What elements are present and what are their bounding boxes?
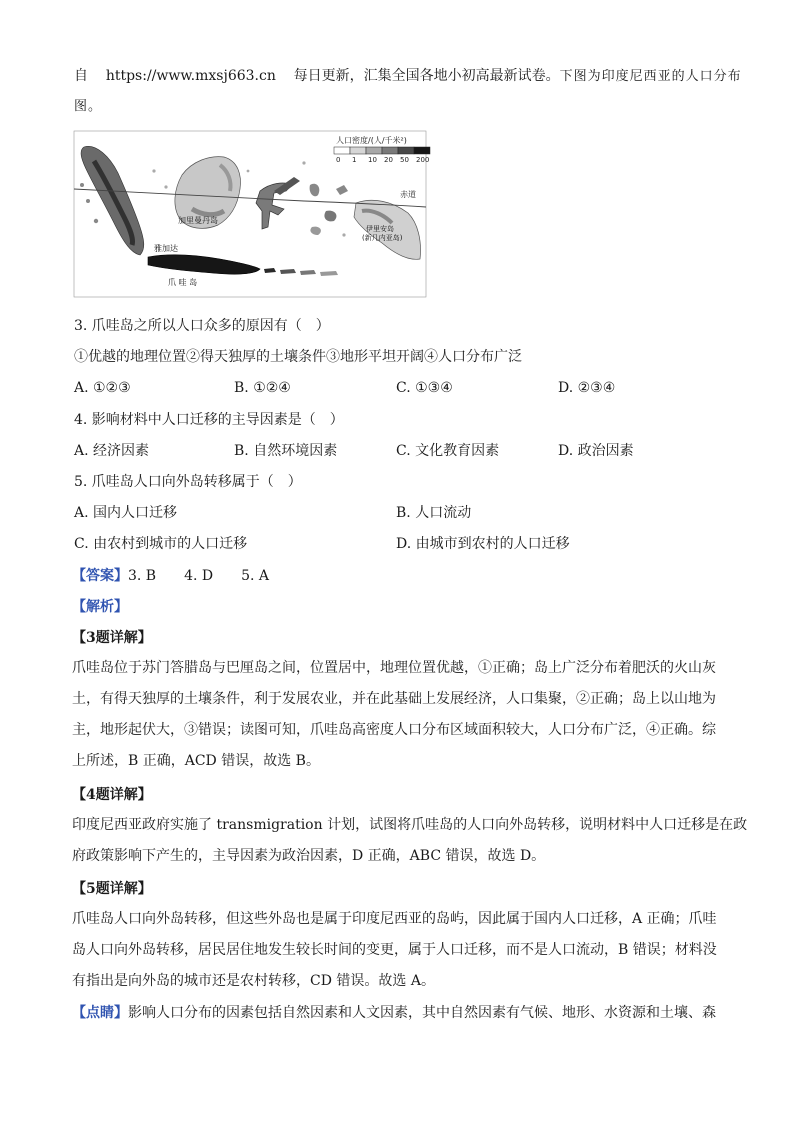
header-line bbox=[74, 66, 742, 87]
q5-stem: 5. 爪哇岛人口向外岛转移属于（ ） bbox=[74, 474, 302, 490]
q5-option-a[interactable]: A. 国内人口迁移 bbox=[74, 505, 178, 521]
tip-tag: 【点睛】 bbox=[72, 1005, 128, 1021]
detail-5-title: 【5题详解】 bbox=[72, 881, 152, 897]
q4-option-c[interactable]: C. 文化教育因素 bbox=[396, 443, 500, 459]
legend-swatch bbox=[382, 147, 398, 154]
detail-5-line: 爪哇岛人口向外岛转移，但这些外岛也是属于印度尼西亚的岛屿，因此属于国内人口迁移，A 正确；爪哇 bbox=[72, 911, 717, 927]
q3-option-c[interactable]: C. ①③④ bbox=[396, 380, 453, 396]
q3-statements: ①优越的地理位置②得天独厚的土壤条件③地形平坦开阔④人口分布广泛 bbox=[74, 349, 522, 365]
analysis-tag: 【解析】 bbox=[72, 599, 128, 615]
papua-label-2: (新几内亚岛) bbox=[362, 234, 403, 242]
detail-3-line: 土，有得天独厚的土壤条件，利于发展农业，并在此基础上发展经济，人口集聚，②正确；岛上以山地为 bbox=[72, 691, 716, 707]
q4-stem: 4. 影响材料中人口迁移的主导因素是（ ） bbox=[74, 412, 344, 428]
detail-3-title: 【3题详解】 bbox=[72, 630, 152, 646]
detail-5-body bbox=[72, 904, 724, 997]
detail-5-line: 有指出是向外岛的城市还是农村转移，CD 错误。故选 A。 bbox=[72, 973, 435, 989]
q5-option-d[interactable]: D. 由城市到农村的人口迁移 bbox=[396, 536, 570, 552]
intro-text-end: 图。 bbox=[74, 99, 103, 114]
detail-3-body bbox=[72, 653, 724, 777]
q3-option-d[interactable]: D. ②③④ bbox=[558, 380, 616, 396]
population-density-map bbox=[74, 131, 430, 297]
detail-4-line: 印度尼西亚政府实施了 transmigration 计划，试图将爪哇岛的人口向外岛转移，说明材料中人口迁移是在政 bbox=[72, 817, 748, 833]
papua-label-1: 伊里安岛 bbox=[366, 225, 394, 233]
q4-option-d[interactable]: D. 政治因素 bbox=[558, 443, 634, 459]
intro-text: 下图为印度尼西亚的人口分布 bbox=[559, 69, 742, 84]
tip-text: 影响人口分布的因素包括自然因素和人文因素，其中自然因素有气候、地形、水资源和土壤、森 bbox=[128, 1005, 716, 1021]
legend-tick: 10 bbox=[368, 156, 377, 164]
legend-tick: 0 bbox=[336, 156, 341, 164]
q3-stem: 3. 爪哇岛之所以人口众多的原因有（ ） bbox=[74, 318, 330, 334]
detail-4-line: 府政策影响下产生的，主导因素为政治因素，D 正确，ABC 错误，故选 D。 bbox=[72, 848, 546, 864]
q3-option-b[interactable]: B. ①②④ bbox=[234, 380, 291, 396]
answer-line bbox=[72, 566, 269, 586]
legend-swatch bbox=[414, 147, 430, 154]
detail-3-line: 上所述，B 正确，ACD 错误，故选 B。 bbox=[72, 753, 320, 769]
kalimantan-label: 加里曼丹岛 bbox=[178, 216, 218, 225]
q5-option-c[interactable]: C. 由农村到城市的人口迁移 bbox=[74, 536, 248, 552]
analysis-heading bbox=[72, 597, 128, 617]
header-url[interactable]: https://www.mxsj663.cn bbox=[105, 68, 276, 84]
q5-option-b[interactable]: B. 人口流动 bbox=[396, 505, 472, 521]
header-slogan: 每日更新，汇集全国各地小初高最新试卷。 bbox=[293, 68, 560, 84]
q4-option-a[interactable]: A. 经济因素 bbox=[74, 443, 150, 459]
detail-3-line: 主，地形起伏大，③错误；读图可知，爪哇岛高密度人口分布区域面积较大，人口分布广泛，④正确。综 bbox=[72, 722, 716, 738]
q4-option-b[interactable]: B. 自然环境因素 bbox=[234, 443, 338, 459]
legend-swatch bbox=[398, 147, 414, 154]
detail-4-title: 【4题详解】 bbox=[72, 787, 152, 803]
legend-tick: 20 bbox=[384, 156, 393, 164]
detail-4-body bbox=[72, 810, 748, 872]
legend-swatch bbox=[350, 147, 366, 154]
legend-tick: 1 bbox=[352, 156, 357, 164]
equator-label: 赤道 bbox=[400, 190, 416, 199]
header-prefix: 自 bbox=[74, 68, 88, 84]
tip-line bbox=[72, 1003, 716, 1023]
java-label: 爪 哇 岛 bbox=[168, 278, 198, 287]
detail-3-line: 爪哇岛位于苏门答腊岛与巴厘岛之间，位置居中，地理位置优越，①正确；岛上广泛分布着肥沃的火山灰 bbox=[72, 660, 716, 676]
legend-title: 人口密度/(人/千米²) bbox=[336, 136, 407, 145]
q3-option-a[interactable]: A. ①②③ bbox=[74, 380, 131, 396]
detail-5-line: 岛人口向外岛转移，居民居住地发生较长时间的变更，属于人口迁移，而不是人口流动，B 错误；材料没 bbox=[72, 942, 717, 958]
legend-tick: 200 bbox=[416, 156, 430, 164]
answer-text: 3. B 4. D 5. A bbox=[128, 568, 270, 584]
jakarta-label: 雅加达 bbox=[154, 244, 178, 253]
legend-tick: 50 bbox=[400, 156, 409, 164]
legend-swatch bbox=[366, 147, 382, 154]
answer-tag: 【答案】 bbox=[72, 568, 128, 584]
legend-swatch bbox=[334, 147, 350, 154]
